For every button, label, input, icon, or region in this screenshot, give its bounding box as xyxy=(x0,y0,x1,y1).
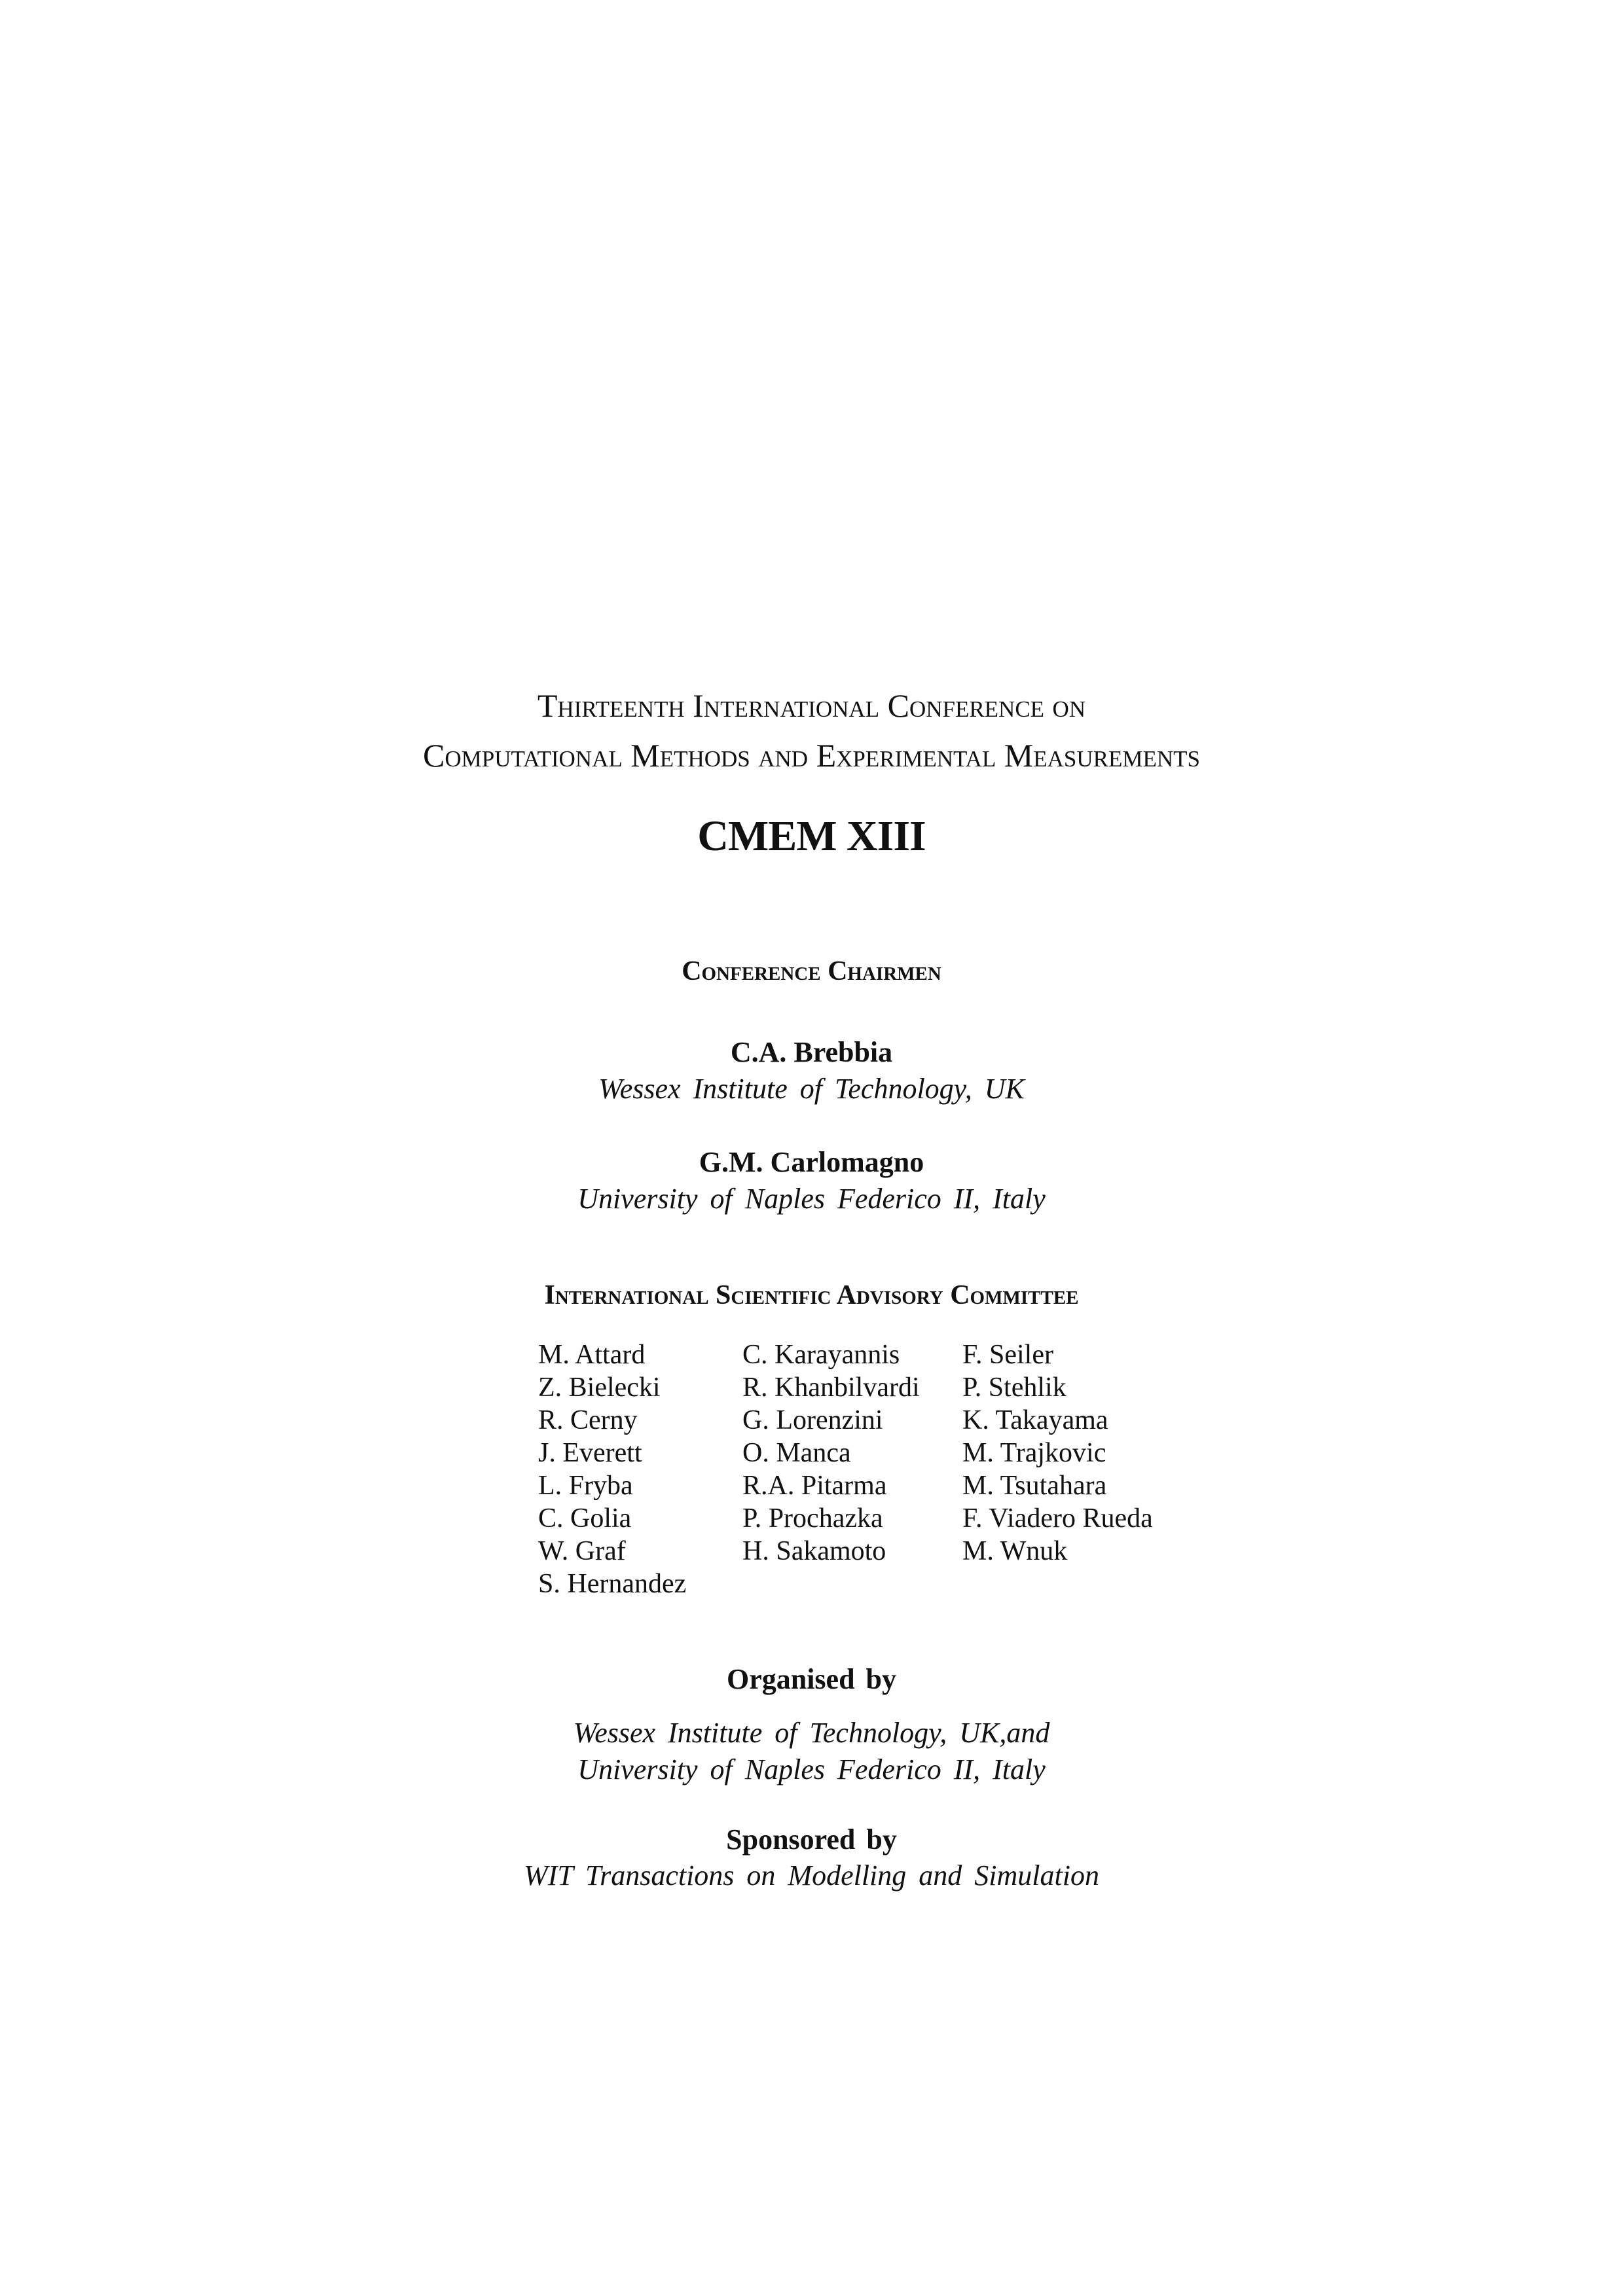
committee-member: O. Manca xyxy=(742,1438,851,1468)
chairmen-heading: Conference Chairmen xyxy=(682,956,941,986)
organised-by-heading: Organised by xyxy=(726,1663,897,1695)
committee-member: P. Stehlik xyxy=(962,1372,1067,1403)
committee-member: H. Sakamoto xyxy=(742,1536,886,1566)
committee-member: L. Fryba xyxy=(538,1471,633,1501)
committee-member: C. Karayannis xyxy=(742,1340,900,1370)
committee-member: M. Attard xyxy=(538,1340,646,1370)
chairman-name: G.M. Carlomagno xyxy=(699,1146,924,1178)
chairman-affiliation: Wessex Institute of Technology, UK xyxy=(598,1073,1025,1105)
committee-member: J. Everett xyxy=(538,1438,642,1468)
committee-heading: International Scientific Advisory Committee xyxy=(544,1280,1079,1310)
committee-member: W. Graf xyxy=(538,1536,626,1566)
chairman-name: C.A. Brebbia xyxy=(730,1036,893,1068)
committee-member: S. Hernandez xyxy=(538,1569,687,1599)
committee-column-1 xyxy=(538,1338,686,1600)
conference-title-line-1: Thirteenth International Conference on xyxy=(537,687,1086,724)
conference-title xyxy=(0,681,1623,780)
committee-member: Z. Bielecki xyxy=(538,1372,661,1403)
chairman-entry xyxy=(0,1144,1623,1217)
committee-member: F. Viadero Rueda xyxy=(962,1503,1153,1534)
chairman-entry xyxy=(0,1034,1623,1107)
committee-member: F. Seiler xyxy=(962,1340,1053,1370)
conference-acronym: CMEM XIII xyxy=(697,812,926,860)
committee-member: R. Cerny xyxy=(538,1405,638,1435)
committee-column-2 xyxy=(742,1338,920,1568)
sponsored-by-heading: Sponsored by xyxy=(726,1823,897,1856)
organiser-line-2: University of Naples Federico II, Italy xyxy=(577,1753,1046,1785)
committee-member: K. Takayama xyxy=(962,1405,1108,1435)
organisers xyxy=(0,1715,1623,1788)
committee-member: C. Golia xyxy=(538,1503,632,1534)
sponsor: WIT Transactions on Modelling and Simulation xyxy=(524,1859,1099,1892)
committee-member: P. Prochazka xyxy=(742,1503,883,1534)
committee-member: R.A. Pitarma xyxy=(742,1471,887,1501)
chairman-affiliation: University of Naples Federico II, Italy xyxy=(577,1183,1046,1215)
organiser-line-1: Wessex Institute of Technology, UK,and xyxy=(573,1717,1050,1749)
committee-member: M. Trajkovic xyxy=(962,1438,1106,1468)
committee-member: M. Tsutahara xyxy=(962,1471,1107,1501)
committee-column-3 xyxy=(962,1338,1153,1568)
committee-member: M. Wnuk xyxy=(962,1536,1068,1566)
committee-member: G. Lorenzini xyxy=(742,1405,883,1435)
committee-member: R. Khanbilvardi xyxy=(742,1372,920,1403)
conference-title-line-2: Computational Methods and Experimental Measurements xyxy=(423,737,1200,774)
